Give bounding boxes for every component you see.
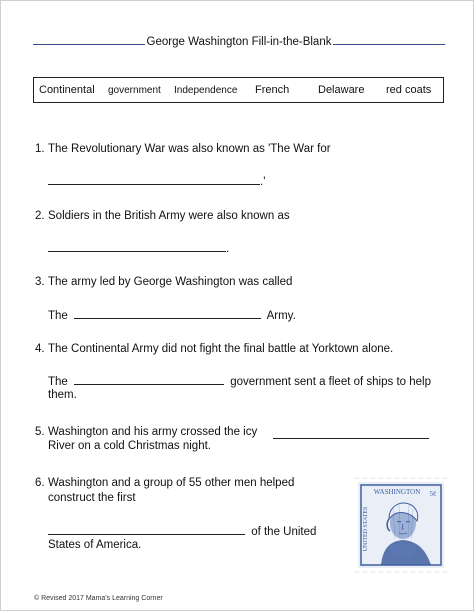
question-1-answer-line [48,173,265,188]
stamp-value: 5¢ [429,490,437,498]
footer-copyright: © Revised 2017 Mama's Learning Corner [34,595,163,602]
answer-blank[interactable] [48,173,260,185]
title-rule-right [333,44,445,45]
question-suffix: Army. [266,310,296,322]
question-number: 6. [35,477,45,489]
question-3-answer-line [48,307,296,322]
question-text: Washington and a group of 55 other men helped [48,477,295,489]
word-bank-item: red coats [386,84,432,96]
question-suffix: government sent a fleet of ships to help [230,376,431,388]
word-bank [33,77,444,103]
question-2-answer-line [48,240,229,255]
word-bank-item: Continental [39,84,95,96]
question-number: 3. [35,276,45,288]
question-number: 1. [35,143,45,155]
question-text: The army led by George Washington was called [48,276,293,288]
title-row [33,35,445,53]
question-suffix: .' [260,176,266,188]
question-number: 5. [35,426,45,438]
question-text: The Continental Army did not fight the final battle at Yorktown alone. [48,343,394,355]
washington-stamp-image [353,477,449,573]
answer-blank[interactable] [48,523,245,535]
question-6-continuation: States of America. [48,539,142,551]
answer-blank[interactable] [74,373,224,385]
word-bank-item: French [255,84,290,96]
word-bank-item: Independence [174,85,238,96]
question-number: 4. [35,343,45,355]
question-text: Soldiers in the British Army were also known as [48,210,290,222]
stamp-top-text: WASHINGTON [373,488,421,496]
answer-blank[interactable] [74,307,261,319]
answer-blank[interactable] [48,240,226,252]
question-suffix: of the United [251,526,317,538]
question-number: 2. [35,210,45,222]
page-title: George Washington Fill-in-the-Blank [146,36,332,48]
stamp-side-text: UNITED STATES [363,506,369,552]
question-suffix: . [226,243,230,255]
question-5-continuation: River on a cold Christmas night. [48,440,211,452]
answer-blank[interactable] [273,427,429,439]
question-6-line-2: construct the first [48,492,136,504]
word-bank-item: Delaware [318,84,365,96]
question-4-continuation: them. [48,389,77,401]
question-6-answer-line [48,523,316,538]
question-4-answer-line [48,373,431,388]
question-prefix: The [48,310,68,322]
question-text: Washington and his army crossed the icy [48,426,258,438]
word-bank-item: government [108,85,161,96]
question-prefix: The [48,376,68,388]
question-text: The Revolutionary War was also known as 'The War for [48,143,331,155]
